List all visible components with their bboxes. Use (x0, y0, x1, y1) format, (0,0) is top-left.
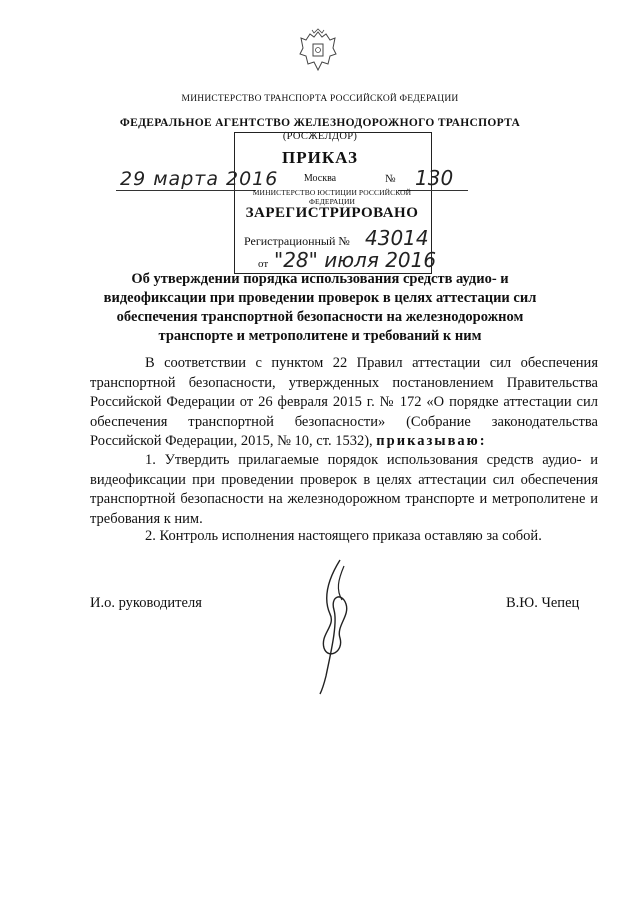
ministry-name: МИНИСТЕРСТВО ТРАНСПОРТА РОССИЙСКОЙ ФЕДЕРАЦИИ (181, 94, 459, 104)
signatory-role: И.о. руководителя (90, 595, 202, 611)
document-title: Об утверждении порядка использования средств аудио- и видеофиксации при проведении проверок в целях аттестации сил обеспечения транспортной безопасности на железнодорожном транспорте и метрополитене и требований к ним (103, 271, 537, 344)
agency-name: ФЕДЕРАЛЬНОЕ АГЕНТСТВО ЖЕЛЕЗНОДОРОЖНОГО ТРАНСПОРТА (119, 117, 521, 129)
paragraph-preamble (90, 354, 598, 452)
document-type: ПРИКАЗ (282, 148, 358, 167)
city: Москва (303, 173, 337, 184)
number-sign: № (385, 173, 396, 185)
paragraph-item-2: 2. Контроль исполнения настоящего приказа оставляю за собой. (145, 528, 542, 544)
stamp-date-prefix: от (258, 258, 269, 270)
coat-of-arms-icon (296, 28, 340, 76)
stamp-date: "28" июля 2016 (274, 248, 437, 272)
handwritten-number: 130 (415, 166, 454, 190)
stamp-ministry: МИНИСТЕРСТВО ЮСТИЦИИ РОССИЙСКОЙ ФЕДЕРАЦИИ (252, 188, 412, 206)
signature-image (300, 556, 370, 696)
stamp-reg-number: 43014 (365, 226, 429, 250)
signatory-name: В.Ю. Чепец (506, 595, 580, 611)
stamp-registered: ЗАРЕГИСТРИРОВАНО (245, 205, 419, 221)
paragraph-item-1: 1. Утвердить прилагаемые порядок использования средств аудио- и видеофиксации при проведении проверок в целях аттестации сил обеспечения транспортной безопасности на железнодорожном транспорте и метрополитене и требования к ним. (90, 452, 598, 527)
agency-short-name: (РОСЖЕЛДОР) (282, 131, 358, 142)
handwritten-date: 29 марта 2016 (120, 168, 279, 190)
preamble-text: В соответствии с пунктом 22 Правил аттестации сил обеспечения транспортной безопасности, утвержденных постановлением Правительства Российской Федерации от 26 февраля 2015 г. № 172 «О порядке аттестации сил обеспечения транспортной безопасности» (Собрание законодательства Российской Федерации, 2015, № 10, ст. 1532), (90, 355, 598, 449)
stamp-reg-label: Регистрационный № (244, 234, 350, 248)
order-word: приказываю: (376, 433, 487, 449)
